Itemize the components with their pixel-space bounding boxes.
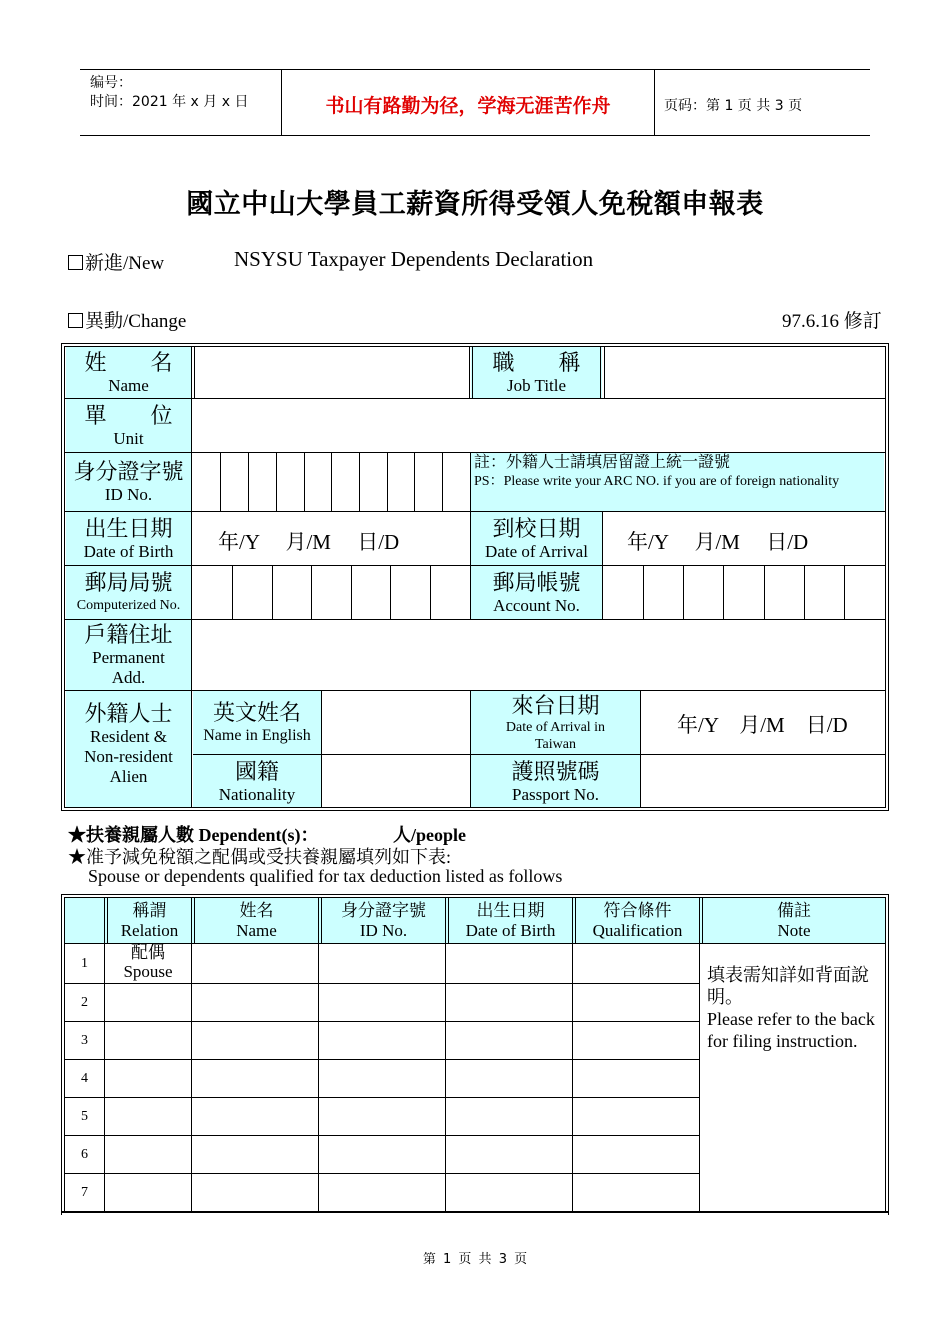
dep-header-id-zh: 身分證字號 (341, 900, 426, 920)
dob-input[interactable]: 年/Y 月/M 日/D (218, 530, 400, 554)
checkbox-new[interactable] (68, 248, 164, 275)
address-label-zh: 戶籍住址 (84, 622, 173, 647)
table-row-number: 2 (81, 994, 88, 1010)
address-label (66, 620, 191, 690)
dob-label-en: Date of Birth (83, 541, 174, 561)
dep-header-name-zh: 姓名 (239, 900, 274, 920)
checkbox-change-box[interactable] (68, 313, 83, 328)
unit-input[interactable] (194, 400, 884, 450)
alien-label-en3: Alien (109, 766, 148, 786)
arrival-label-zh: 到校日期 (492, 515, 581, 541)
dep-header-note-zh: 備註 (777, 900, 811, 920)
postal-label (66, 566, 191, 619)
passport-label (471, 755, 640, 808)
dep-header-dob-en: Date of Birth (465, 920, 556, 940)
dep-header-id-en: ID No. (359, 920, 408, 940)
people-label: 人/people (393, 825, 467, 845)
alien-label-zh: 外籍人士 (84, 700, 173, 726)
nationality-label-zh: 國籍 (234, 758, 279, 784)
unit-label-zh: 單 位 (84, 402, 173, 428)
unit-label-en: Unit (113, 428, 144, 448)
dep-header-qualification-zh: 符合條件 (603, 900, 672, 920)
taiwan-arrival-label (471, 691, 640, 754)
name-label-en: Name (108, 375, 149, 395)
dependents-label-text: ★扶養親屬人數 Dependent(s)： (68, 825, 319, 845)
instruction-zh: ★准予減免稅額之配偶或受扶養親屬填列如下表: (68, 847, 451, 867)
id-note-zh: 註：外籍人士請填居留證上統一證號 (474, 454, 731, 471)
dob-label (66, 512, 191, 565)
passport-label-zh: 護照號碼 (511, 758, 600, 784)
table-row-number: 1 (81, 955, 88, 971)
dep-header-relation-en: Relation (120, 920, 179, 940)
alien-label-en2: Non-resident (84, 746, 173, 766)
account-label-zh: 郵局帳號 (492, 569, 581, 595)
time-label: 时间：2021 年 x 月 x 日 (90, 94, 249, 110)
form-subtitle: NSYSU Taxpayer Dependents Declaration (234, 247, 594, 271)
address-input[interactable] (194, 621, 884, 689)
table-row-number: 7 (81, 1184, 88, 1200)
dep-header-relation (108, 898, 191, 943)
spouse-label-en: Spouse (123, 961, 173, 981)
name-label-zh: 姓 名 (84, 349, 173, 375)
eng-name-label (193, 691, 321, 754)
nationality-input[interactable] (323, 756, 469, 807)
jobtitle-label (473, 347, 600, 398)
jobtitle-input[interactable] (606, 350, 884, 396)
nationality-label-en: Nationality (218, 784, 296, 804)
taiwan-arrival-label-en: Date of Arrival in Taiwan (505, 719, 606, 752)
dep-note-text-zh: 填表需知詳如背面說明。 (707, 965, 869, 1007)
postal-label-zh: 郵局局號 (84, 569, 173, 595)
dep-header-id (322, 898, 445, 943)
id-label-en: ID No. (104, 485, 153, 504)
table-row-number: 3 (81, 1032, 88, 1048)
alien-label (66, 691, 191, 808)
eng-name-label-zh: 英文姓名 (212, 699, 301, 725)
name-input[interactable] (198, 350, 466, 396)
arrival-label (471, 512, 602, 565)
id-input[interactable] (194, 454, 469, 510)
id-note-en: PS：Please write your ARC NO. if you are of foreign nationality (474, 474, 840, 489)
table-row-number: 5 (81, 1108, 88, 1124)
account-label (471, 566, 602, 619)
spouse-label-zh: 配偶 (131, 942, 165, 962)
id-label (66, 453, 191, 511)
account-input[interactable] (604, 567, 884, 618)
dep-note-text-en: Please refer to the back for filing instruction. (707, 1009, 875, 1051)
address-label-en1: Permanent (92, 648, 165, 667)
revision-note: 97.6.16 修訂 (782, 311, 882, 332)
id-label-zh: 身分證字號 (73, 459, 184, 484)
checkbox-change-label: 異動/Change (85, 311, 187, 332)
motto-text: 书山有路勤为径，学海无涯苦作舟 (325, 95, 611, 117)
serial-label: 编号： (90, 75, 132, 91)
unit-label (66, 399, 191, 452)
nationality-label (193, 755, 321, 808)
dep-header-dob-zh: 出生日期 (476, 900, 545, 920)
jobtitle-label-zh: 職 稱 (492, 349, 581, 375)
jobtitle-label-en: Job Title (506, 375, 567, 395)
page-footer: 第 1 页 共 3 页 (422, 1252, 528, 1267)
dep-header-qualification-en: Qualification (592, 920, 683, 940)
instruction-en: Spouse or dependents qualified for tax deduction listed as follows (88, 866, 563, 886)
dependents-count-input[interactable] (333, 821, 391, 841)
eng-name-input[interactable] (323, 692, 469, 753)
dep-header-dob (449, 898, 572, 943)
taiwan-arrival-label-zh: 來台日期 (511, 692, 600, 718)
postal-label-en: Computerized No. (76, 597, 181, 613)
dep-header-note (703, 898, 885, 943)
dep-header-name-en: Name (236, 920, 277, 940)
spouse-label (105, 940, 191, 983)
dep-note-text (707, 964, 883, 1052)
dep-header-note-en: Note (777, 920, 811, 940)
passport-input[interactable] (642, 756, 884, 807)
checkbox-change[interactable] (68, 306, 186, 333)
checkbox-new-box[interactable] (68, 255, 83, 270)
dep-header-name (195, 898, 318, 943)
postal-input[interactable] (194, 567, 469, 618)
eng-name-label-en: Name in English (203, 726, 311, 744)
name-label (66, 347, 191, 398)
passport-label-en: Passport No. (512, 784, 599, 804)
dob-label-zh: 出生日期 (84, 515, 173, 541)
arrival-label-en: Date of Arrival (485, 541, 588, 561)
account-label-en: Account No. (493, 595, 580, 615)
page-info: 页码：第 1 页 共 3 页 (664, 98, 803, 114)
form-title: 國立中山大學員工薪資所得受領人免稅額申報表 (186, 189, 764, 219)
id-note (474, 453, 882, 511)
dep-header-qualification (576, 898, 699, 943)
checkbox-new-label: 新進/New (85, 253, 165, 274)
alien-label-en1: Resident & (90, 726, 167, 746)
taiwan-arrival-input[interactable]: 年/Y 月/M 日/D (677, 713, 848, 737)
table-row-number: 4 (81, 1070, 88, 1086)
dep-header-relation-zh: 稱謂 (132, 900, 167, 920)
address-label-en2: Add. (111, 668, 146, 687)
arrival-input[interactable]: 年/Y 月/M 日/D (627, 530, 809, 554)
table-row-number: 6 (81, 1146, 88, 1162)
